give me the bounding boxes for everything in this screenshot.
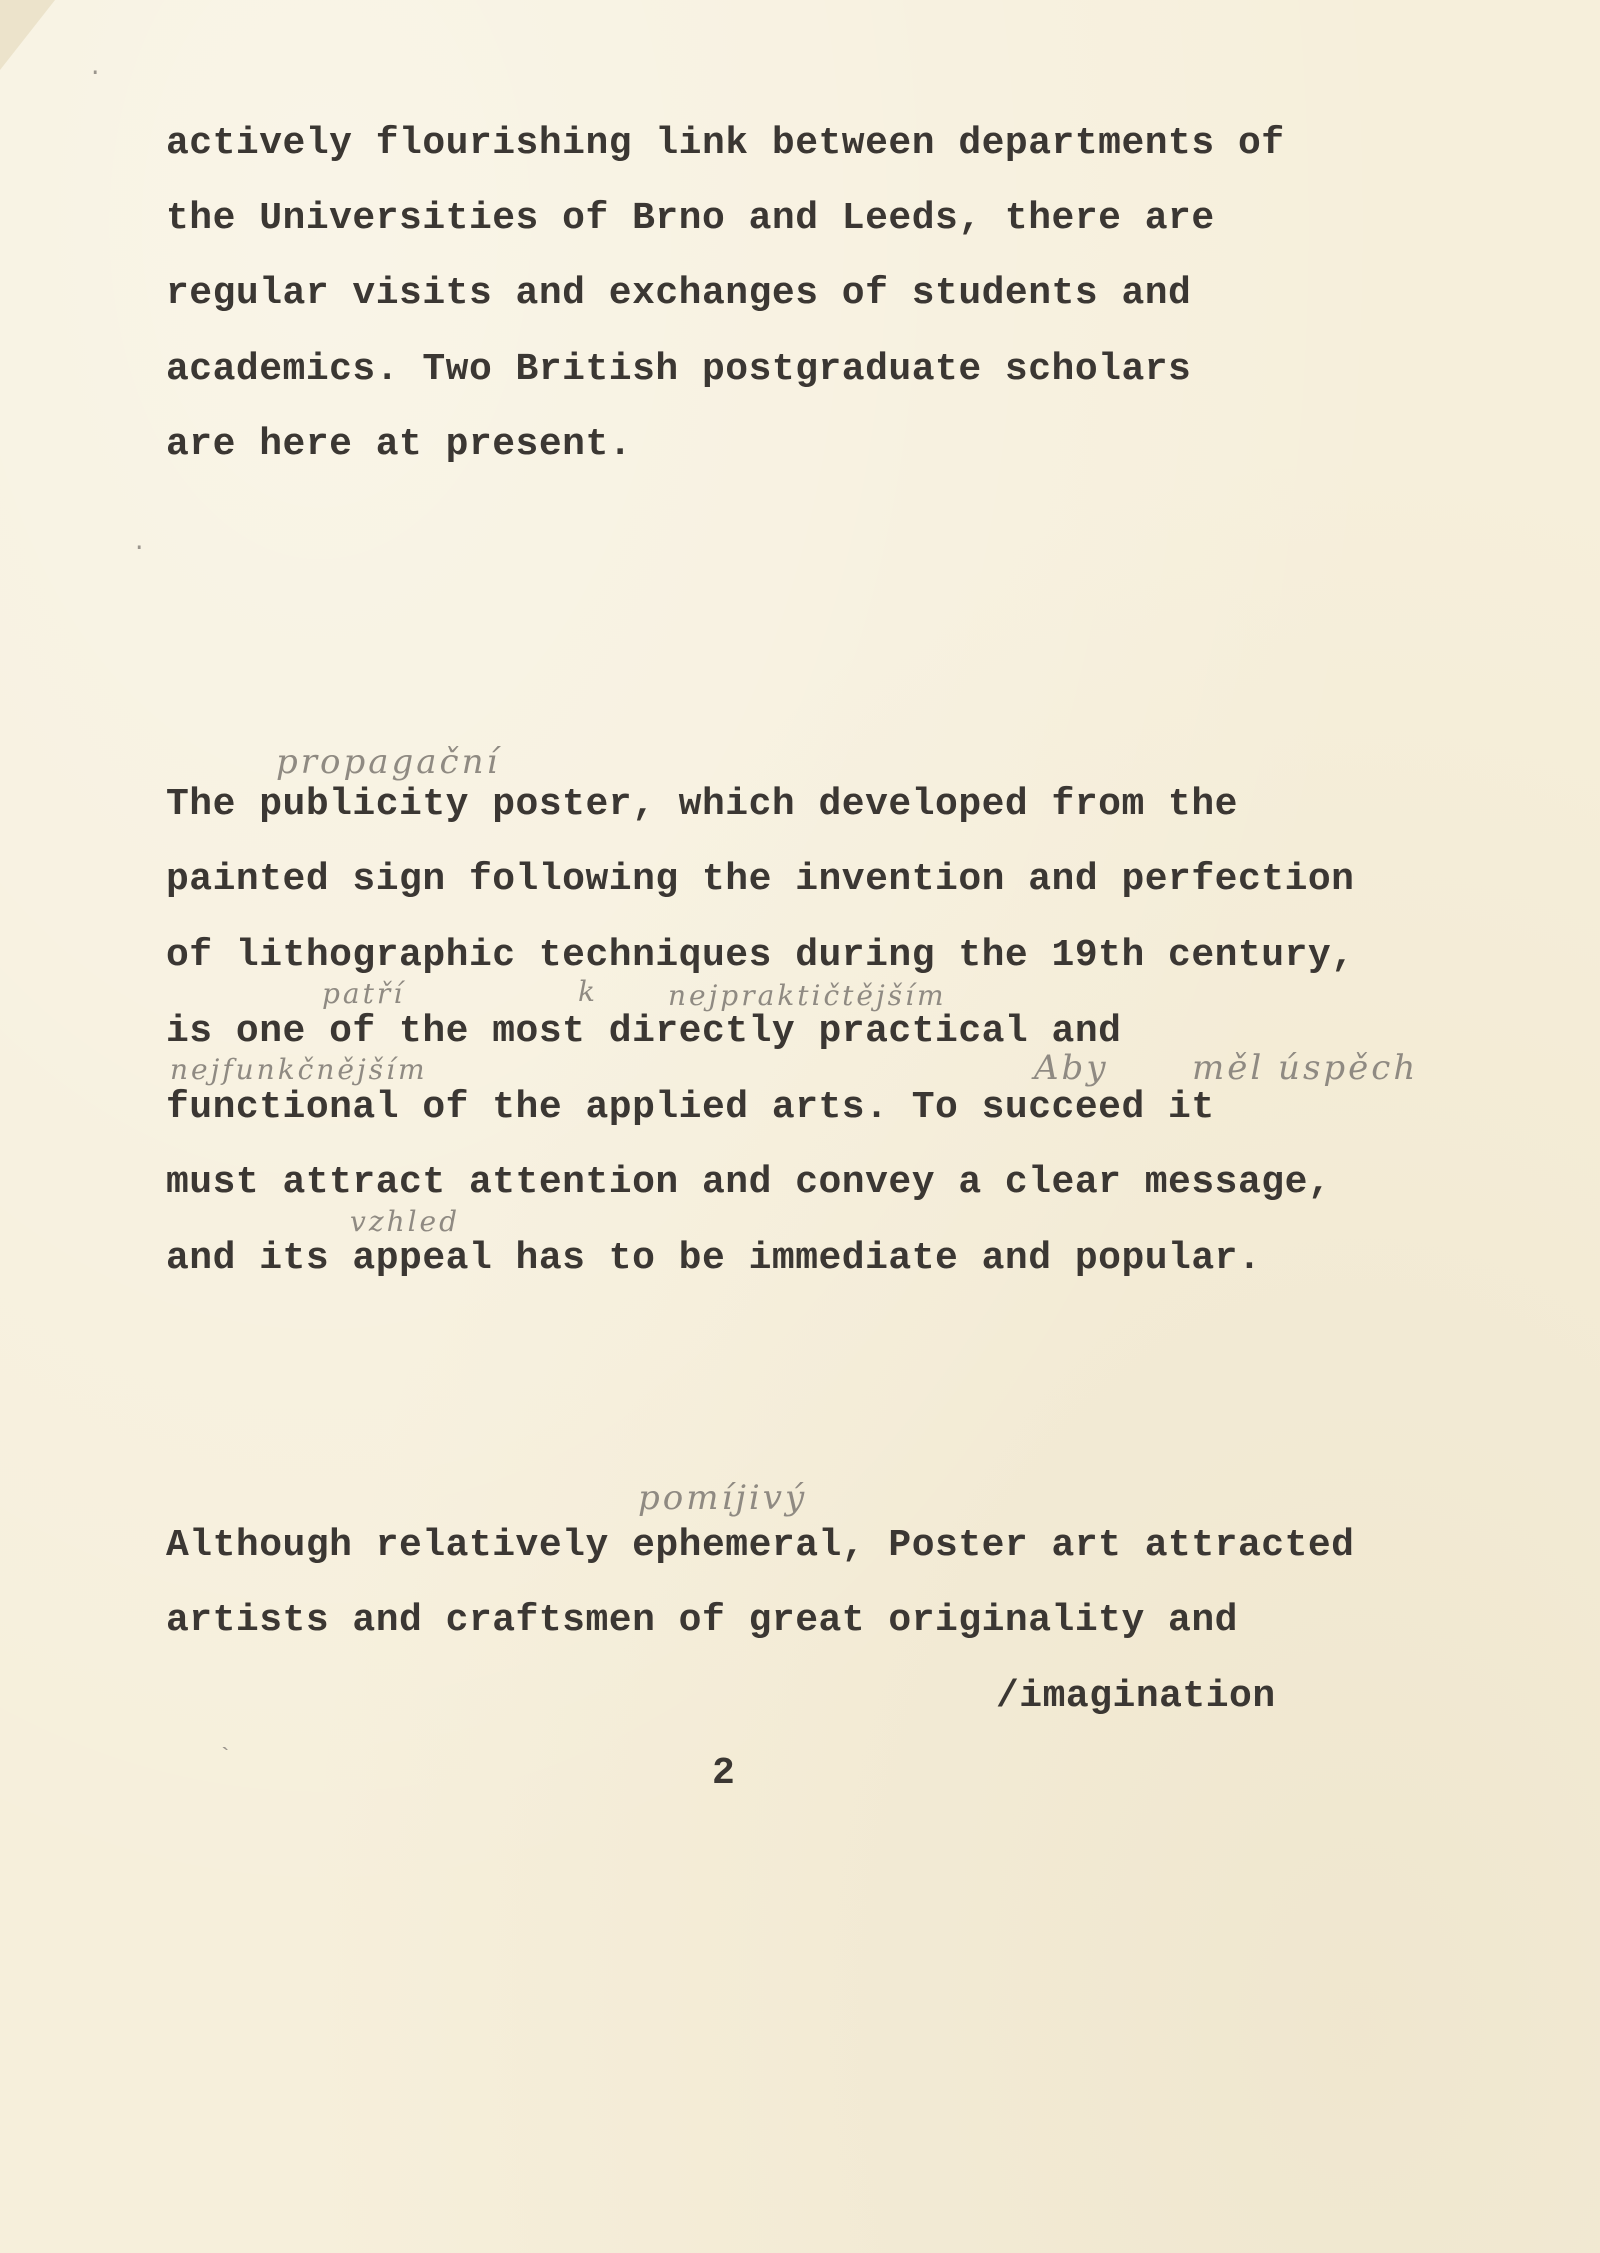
handwritten-annotation-aby: Aby bbox=[1034, 1048, 1109, 1088]
handwritten-annotation-patri: patří bbox=[322, 977, 406, 1010]
page-number: 2 bbox=[712, 1752, 735, 1795]
stray-dot: . bbox=[88, 55, 103, 82]
paragraph3-line-1: Although relatively ephemeral, Poster art attracted bbox=[166, 1524, 1355, 1567]
paragraph3-line-2: artists and craftsmen of great originality and bbox=[166, 1599, 1238, 1642]
paragraph2-line-2: painted sign following the invention and perfection bbox=[166, 858, 1355, 901]
paragraph1-line-2: the Universities of Brno and Leeds, there are bbox=[166, 197, 1215, 240]
stray-mark: ` bbox=[218, 1745, 233, 1772]
paragraph2-line-1: The publicity poster, which developed from the bbox=[166, 783, 1238, 826]
handwritten-annotation-k: k bbox=[578, 975, 598, 1008]
handwritten-annotation-propagacni: propagační bbox=[276, 742, 501, 782]
paragraph2-line-6: must attract attention and convey a clear message, bbox=[166, 1161, 1332, 1204]
paragraph1-line-3: regular visits and exchanges of students and bbox=[166, 272, 1192, 315]
paragraph2-line-7: and its appeal has to be immediate and popular. bbox=[166, 1237, 1262, 1280]
corner-fold bbox=[0, 0, 55, 70]
paragraph1-line-5: are here at present. bbox=[166, 423, 633, 466]
paragraph1-line-1: actively flourishing link between departments of bbox=[166, 122, 1285, 165]
paragraph2-line-5: functional of the applied arts. To succeed it bbox=[166, 1086, 1215, 1129]
handwritten-annotation-mel-uspech: měl úspěch bbox=[1192, 1048, 1419, 1088]
paragraph1-line-4: academics. Two British postgraduate scholars bbox=[166, 348, 1192, 391]
paragraph2-line-4: is one of the most directly practical and bbox=[166, 1010, 1122, 1053]
stray-dot: . bbox=[132, 530, 147, 557]
handwritten-annotation-vzhled: vzhled bbox=[350, 1205, 461, 1238]
paragraph2-line-3: of lithographic techniques during the 19th century, bbox=[166, 934, 1355, 977]
handwritten-annotation-pomijivy: pomíjivý bbox=[638, 1478, 808, 1518]
handwritten-annotation-nejfunkcnejsim: nejfunkčnějším bbox=[170, 1053, 428, 1086]
paragraph3-continuation: /imagination bbox=[996, 1675, 1276, 1718]
handwritten-annotation-nejpraktictejsim: nejpraktičtějším bbox=[668, 979, 947, 1012]
